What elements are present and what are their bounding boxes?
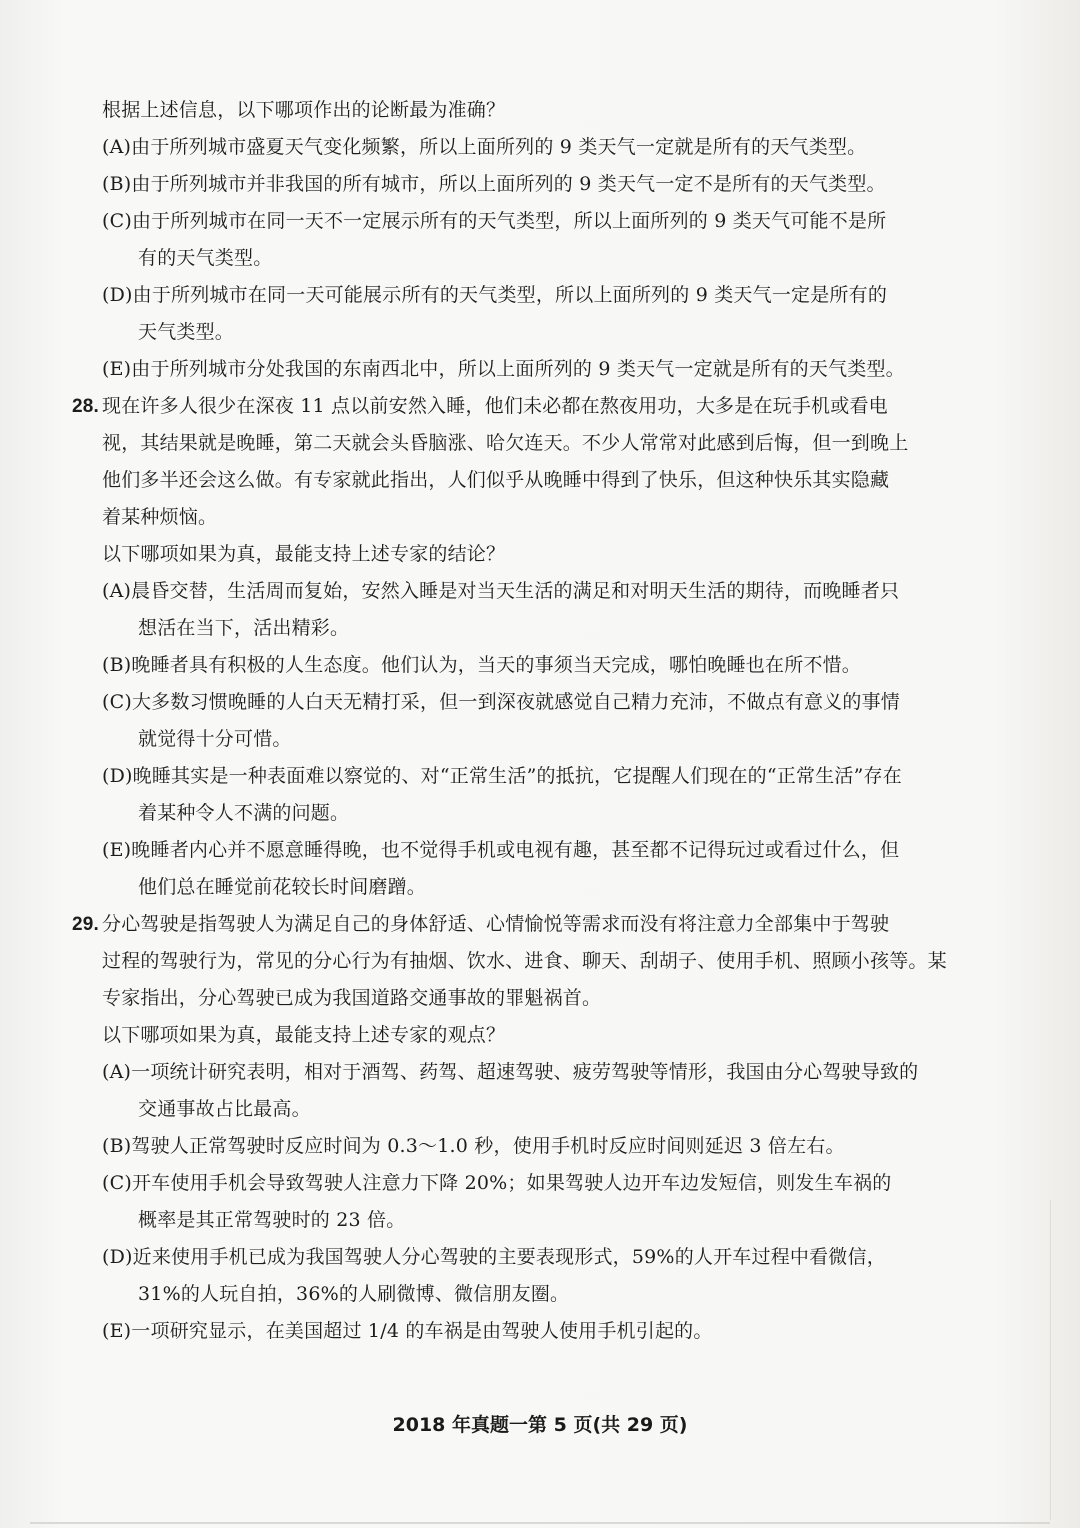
option-line: (C)由于所列城市在同一天不一定展示所有的天气类型，所以上面所列的 9 类天气可能不是所 (102, 210, 887, 232)
option-continuation: 有的天气类型。 (138, 247, 273, 269)
q29-stem-line-1 (72, 906, 952, 943)
question-29 (72, 906, 952, 1350)
q28-stem-line-1 (72, 388, 952, 425)
q29-stem-line-2: 过程的驾驶行为，常见的分心行为有抽烟、饮水、进食、聊天、刮胡子、使用手机、照顾小孩等。某 (102, 950, 947, 972)
q27-option-e (102, 351, 952, 388)
option-line: (E)由于所列城市分处我国的东南西北中，所以上面所列的 9 类天气一定就是所有的天气类型。 (102, 358, 905, 380)
option-line: (B)晚睡者具有积极的人生态度。他们认为，当天的事须当天完成，哪怕晚睡也在所不惜。 (102, 654, 861, 676)
q29-option-b (102, 1128, 952, 1165)
option-continuation: 概率是其正常驾驶时的 23 倍。 (138, 1209, 406, 1231)
option-line: (A)一项统计研究表明，相对于酒驾、药驾、超速驾驶、疲劳驾驶等情形，我国由分心驾驶导致的 (102, 1061, 919, 1083)
option-continuation: 天气类型。 (138, 321, 235, 343)
q27-option-c (102, 203, 952, 277)
q27-option-a (102, 129, 952, 166)
question-number: 29. (72, 914, 100, 935)
stem-text: 现在许多人很少在深夜 11 点以前安然入睡，他们未必都在熬夜用功，大多是在玩手机或看电 (102, 395, 888, 417)
option-line: (B)由于所列城市并非我国的所有城市，所以上面所列的 9 类天气一定不是所有的天气类型。 (102, 173, 886, 195)
q28-stem-line-2: 视，其结果就是晚睡，第二天就会头昏脑涨、哈欠连天。不少人常常对此感到后悔，但一到晚上 (102, 432, 909, 454)
q28-option-e (102, 832, 952, 906)
q28-question: 以下哪项如果为真，最能支持上述专家的结论？ (102, 543, 506, 565)
question-28 (72, 388, 952, 906)
q27-option-d (102, 277, 952, 351)
q29-option-e (102, 1313, 952, 1350)
option-line: (A)晨昏交替，生活周而复始，安然入睡是对当天生活的满足和对明天生活的期待，而晚睡者只 (102, 580, 900, 602)
q29-option-c (102, 1165, 952, 1239)
q27-question: 根据上述信息，以下哪项作出的论断最为准确？ (102, 99, 506, 121)
q28-stem-line-4: 着某种烦恼。 (102, 506, 218, 528)
option-line: (B)驾驶人正常驾驶时反应时间为 0.3～1.0 秒，使用手机时反应时间则延迟 3 倍左右。 (102, 1135, 845, 1157)
q29-question: 以下哪项如果为真，最能支持上述专家的观点？ (102, 1024, 506, 1046)
q28-option-a (102, 573, 952, 647)
option-continuation: 交通事故占比最高。 (138, 1098, 311, 1120)
q28-option-d (102, 758, 952, 832)
option-continuation: 他们总在睡觉前花较长时间磨蹭。 (138, 876, 427, 898)
q27-option-b (102, 166, 952, 203)
option-continuation: 想活在当下，活出精彩。 (138, 617, 350, 639)
option-line: (A)由于所列城市盛夏天气变化频繁，所以上面所列的 9 类天气一定就是所有的天气类型。 (102, 136, 867, 158)
option-line: (D)晚睡其实是一种表面难以察觉的、对“正常生活”的抵抗，它提醒人们现在的“正常生活”存在 (102, 765, 902, 787)
option-line: (D)由于所列城市在同一天可能展示所有的天气类型，所以上面所列的 9 类天气一定是所有的 (102, 284, 888, 306)
exam-content (72, 92, 952, 1350)
option-continuation: 着某种令人不满的问题。 (138, 802, 350, 824)
page-footer: 2018 年真题一第 5 页(共 29 页) (392, 1414, 688, 1436)
option-line: (C)开车使用手机会导致驾驶人注意力下降 20%；如果驾驶人边开车边发短信，则发生车祸的 (102, 1172, 892, 1194)
option-line: (C)大多数习惯晚睡的人白天无精打采，但一到深夜就感觉自己精力充沛，不做点有意义的事情 (102, 691, 900, 713)
q28-option-b (102, 647, 952, 684)
q29-option-d (102, 1239, 952, 1313)
q29-stem-line-3: 专家指出，分心驾驶已成为我国道路交通事故的罪魁祸首。 (102, 987, 602, 1009)
option-line: (D)近来使用手机已成为我国驾驶人分心驾驶的主要表现形式，59%的人开车过程中看微信， (102, 1246, 886, 1268)
scan-edge-shadow (1050, 1200, 1051, 1520)
q29-option-a (102, 1054, 952, 1128)
option-continuation: 31%的人玩自拍，36%的人刷微博、微信朋友圈。 (138, 1283, 570, 1305)
option-line: (E)一项研究显示，在美国超过 1/4 的车祸是由驾驶人使用手机引起的。 (102, 1320, 713, 1342)
option-continuation: 就觉得十分可惜。 (138, 728, 292, 750)
question-number: 28. (72, 396, 100, 417)
q28-option-c (102, 684, 952, 758)
stem-text: 分心驾驶是指驾驶人为满足自己的身体舒适、心情愉悦等需求而没有将注意力全部集中于驾驶 (102, 913, 890, 935)
q28-stem-line-3: 他们多半还会这么做。有专家就此指出，人们似乎从晚睡中得到了快乐，但这种快乐其实隐藏 (102, 469, 890, 491)
scan-edge-divider (30, 1522, 1050, 1524)
option-line: (E)晚睡者内心并不愿意睡得晚，也不觉得手机或电视有趣，甚至都不记得玩过或看过什么，但 (102, 839, 900, 861)
